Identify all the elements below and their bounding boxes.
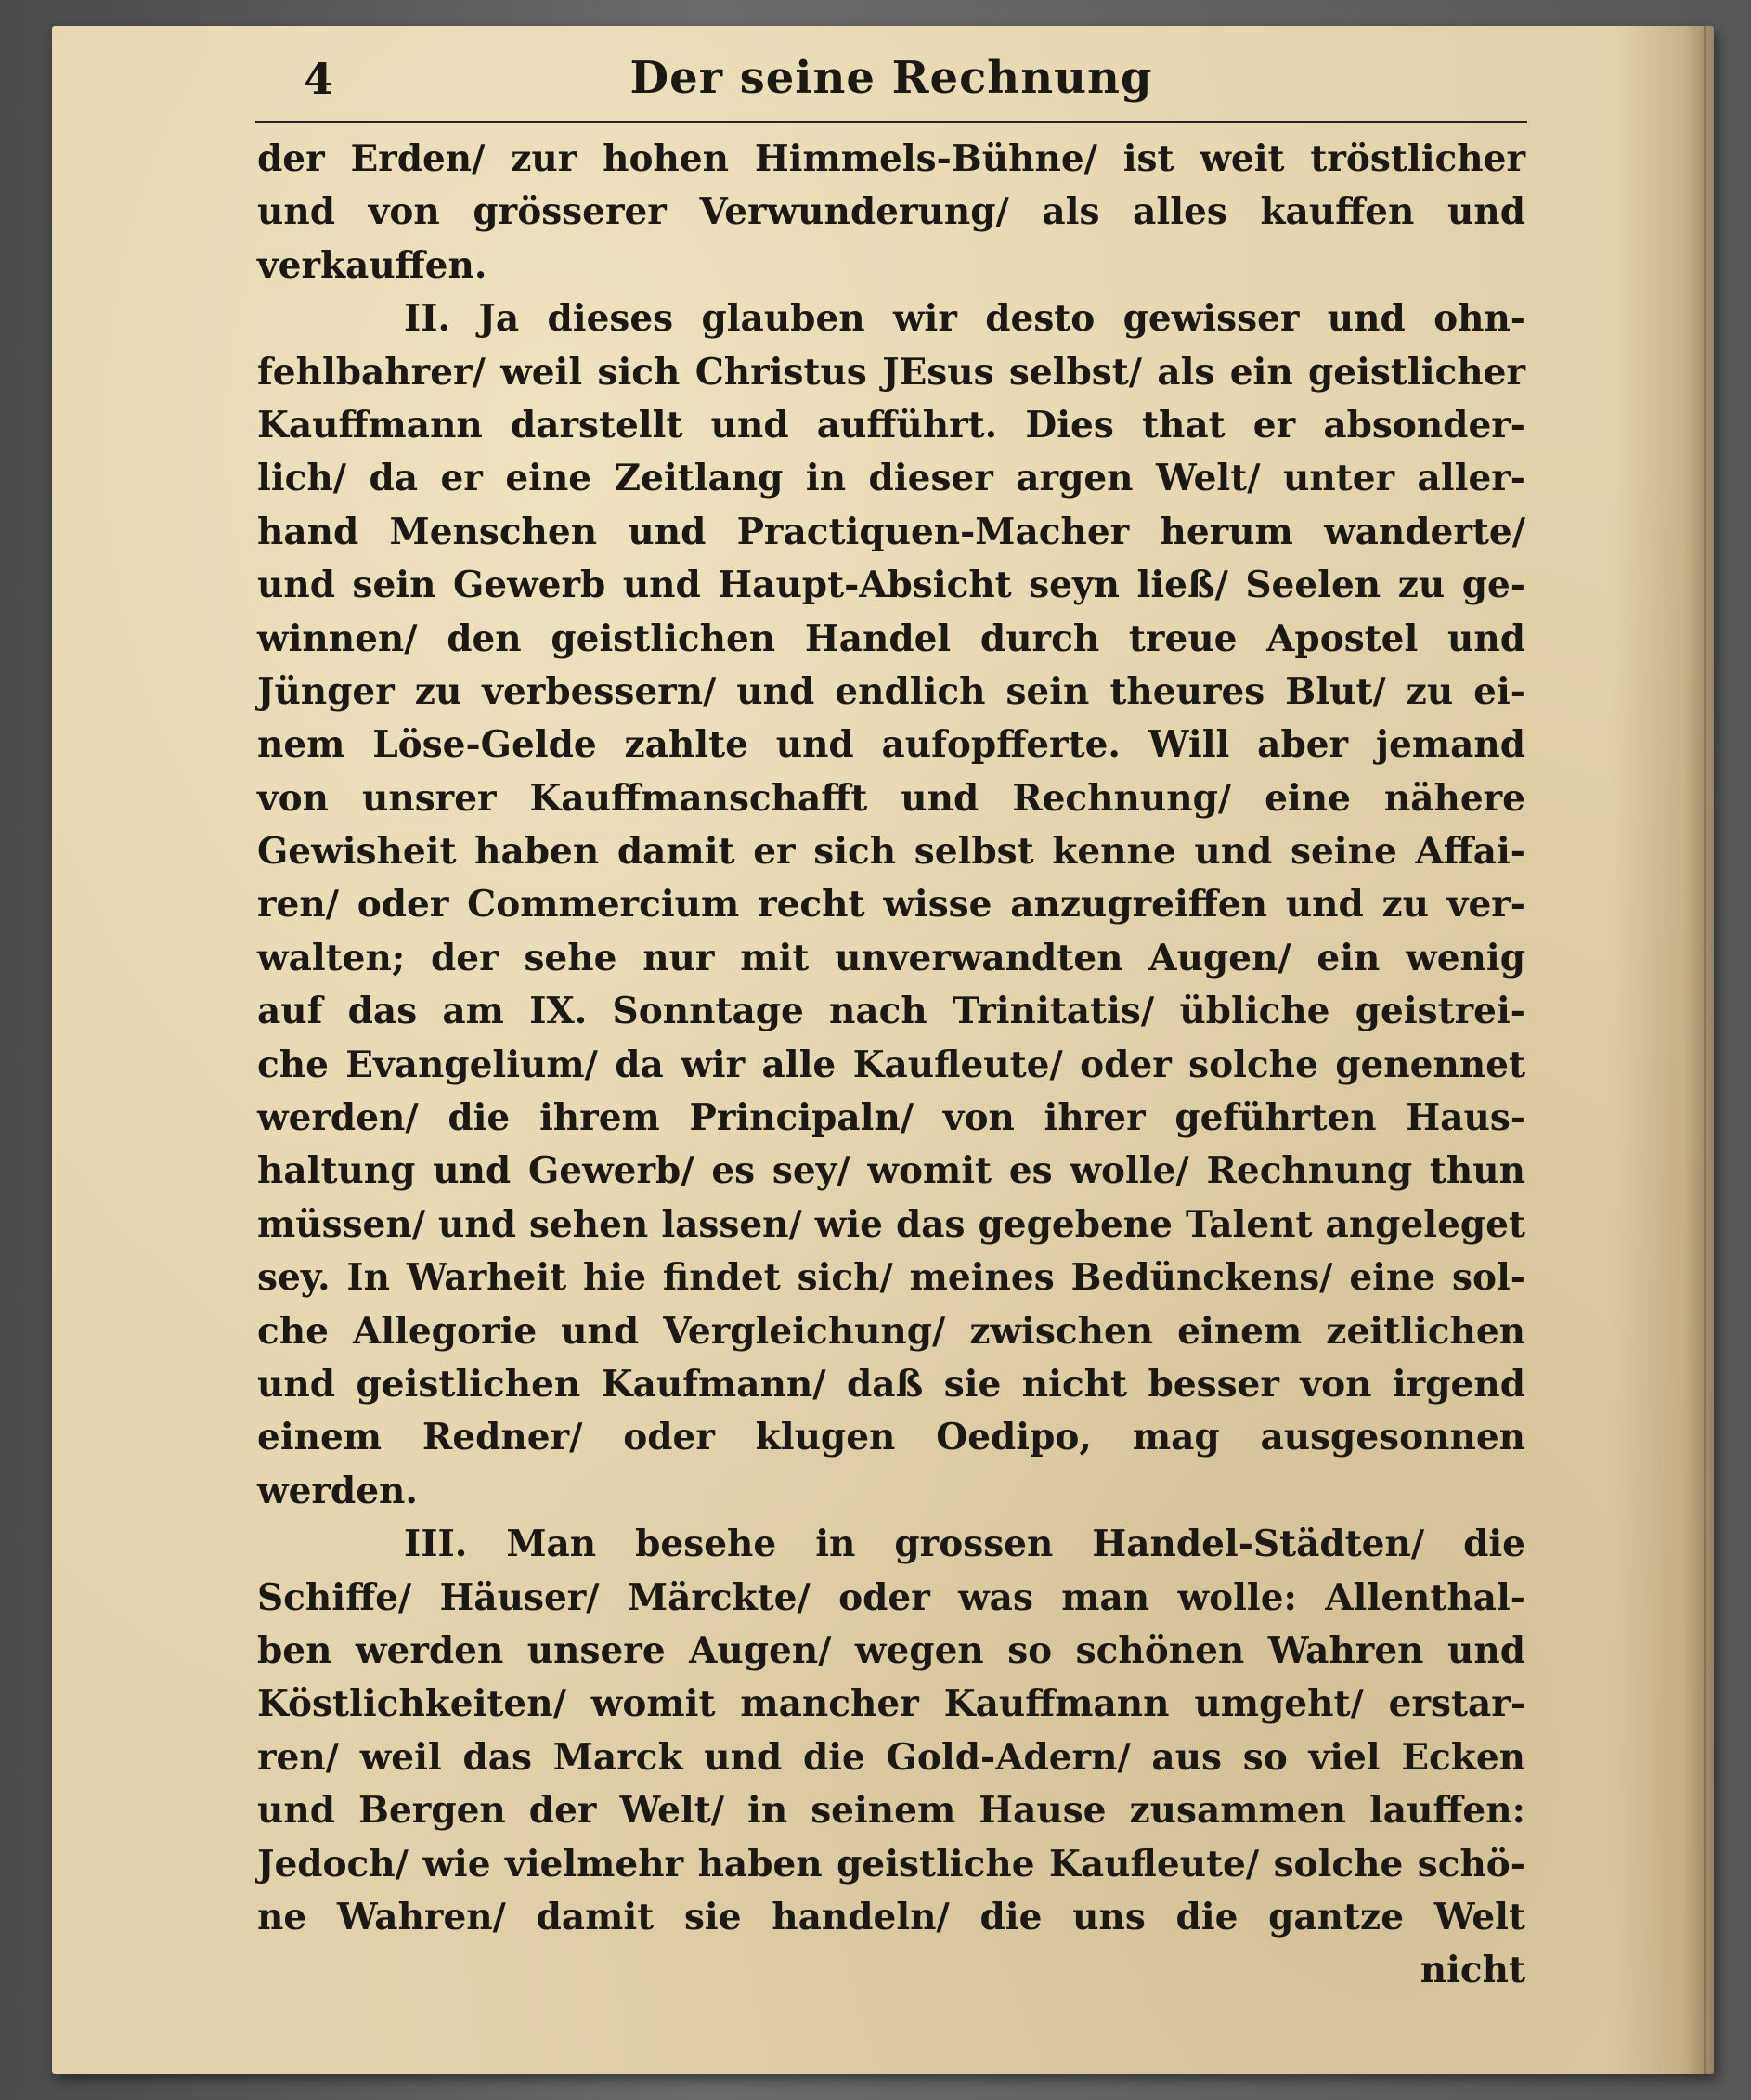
text-line: Jünger zu verbessern/ und endlich sein theures Blut/ zu ei- (257, 669, 1525, 713)
text-line: III. Man besehe in grossen Handel-Städten/ die (404, 1523, 1525, 1566)
text-line: Gewisheit haben damit er sich selbst kenne und seine Affai- (257, 830, 1525, 874)
text-line: und von grösserer Verwunderung/ als alles kauffen und (257, 190, 1525, 234)
text-line: der Erden/ zur hohen Himmels-Bühne/ ist weit tröstlicher (257, 137, 1525, 180)
text-line: ren/ oder Commercium recht wisse anzugreiffen und zu ver- (257, 883, 1525, 927)
text-line: verkauffen. (257, 243, 487, 287)
text-line: lich/ da er eine Zeitlang in dieser argen Welt/ unter aller- (257, 457, 1525, 500)
text-block (255, 48, 1527, 1998)
text-line: nem Löse-Gelde zahlte und aufopfferte. Will aber jemand (257, 723, 1525, 767)
text-line: auf das am IX. Sonntage nach Trinitatis/ übliche geistrei- (257, 990, 1525, 1033)
page-edge-shadow (1612, 26, 1714, 2074)
text-line: von unsrer Kauffmanschafft und Rechnung/ eine nähere (257, 776, 1525, 820)
text-line: walten; der sehe nur mit unverwandten Augen/ ein wenig (257, 936, 1525, 979)
text-line: Köstlichkeiten/ womit mancher Kauffmann umgeht/ erstar- (257, 1682, 1525, 1726)
text-line: und sein Gewerb und Haupt-Absicht seyn ließ/ Seelen zu ge- (257, 564, 1525, 607)
text-line: einem Redner/ oder klugen Oedipo, mag ausgesonnen (257, 1416, 1525, 1459)
text-line: ben werden unsere Augen/ wegen so schönen Wahren und (257, 1628, 1525, 1672)
text-line: winnen/ den geistlichen Handel durch treue Apostel und (257, 616, 1525, 660)
text-line: Schiffe/ Häuser/ Märckte/ oder was man wolle: Allenthal- (257, 1575, 1525, 1619)
text-line: und geistlichen Kaufmann/ daß sie nicht besser von irgend (257, 1362, 1525, 1406)
text-line: fehlbahrer/ weil sich Christus JEsus selbst/ als ein geistlicher (257, 350, 1525, 394)
text-line: II. Ja dieses glauben wir desto gewisser und ohn- (404, 297, 1525, 341)
text-line: haltung und Gewerb/ es sey/ womit es wolle/ Rechnung thun (257, 1149, 1525, 1193)
running-title: Der seine Rechnung (629, 52, 1153, 104)
text-line: und Bergen der Welt/ in seinem Hause zusammen lauffen: (257, 1789, 1525, 1833)
page-header (255, 48, 1527, 123)
text-line: sey. In Warheit hie findet sich/ meines Bedünckens/ eine sol- (257, 1256, 1525, 1300)
page-fold-line (1704, 26, 1706, 2074)
page-number: 4 (304, 54, 334, 104)
catchword: nicht (1420, 1949, 1525, 1992)
text-line: werden. (257, 1469, 418, 1512)
text-line: che Evangelium/ da wir alle Kaufleute/ oder solche genennet (257, 1043, 1525, 1086)
text-line: ren/ weil das Marck und die Gold-Adern/ aus so viel Ecken (257, 1735, 1525, 1779)
text-line: Jedoch/ wie vielmehr haben geistliche Kaufleute/ solche schö- (257, 1842, 1525, 1886)
body-text (255, 133, 1527, 1998)
text-line: hand Menschen und Practiquen-Macher herum wanderte/ (257, 510, 1525, 553)
text-line: che Allegorie und Vergleichung/ zwischen einem zeitlichen (257, 1309, 1525, 1353)
text-line: werden/ die ihrem Principaln/ von ihrer geführten Haus- (257, 1096, 1525, 1140)
text-line: Kauffmann darstellt und aufführt. Dies that er absonder- (257, 403, 1525, 447)
text-line: müssen/ und sehen lassen/ wie das gegebene Talent angeleget (257, 1202, 1525, 1246)
text-line: ne Wahren/ damit sie handeln/ die uns die gantze Welt (257, 1895, 1525, 1938)
